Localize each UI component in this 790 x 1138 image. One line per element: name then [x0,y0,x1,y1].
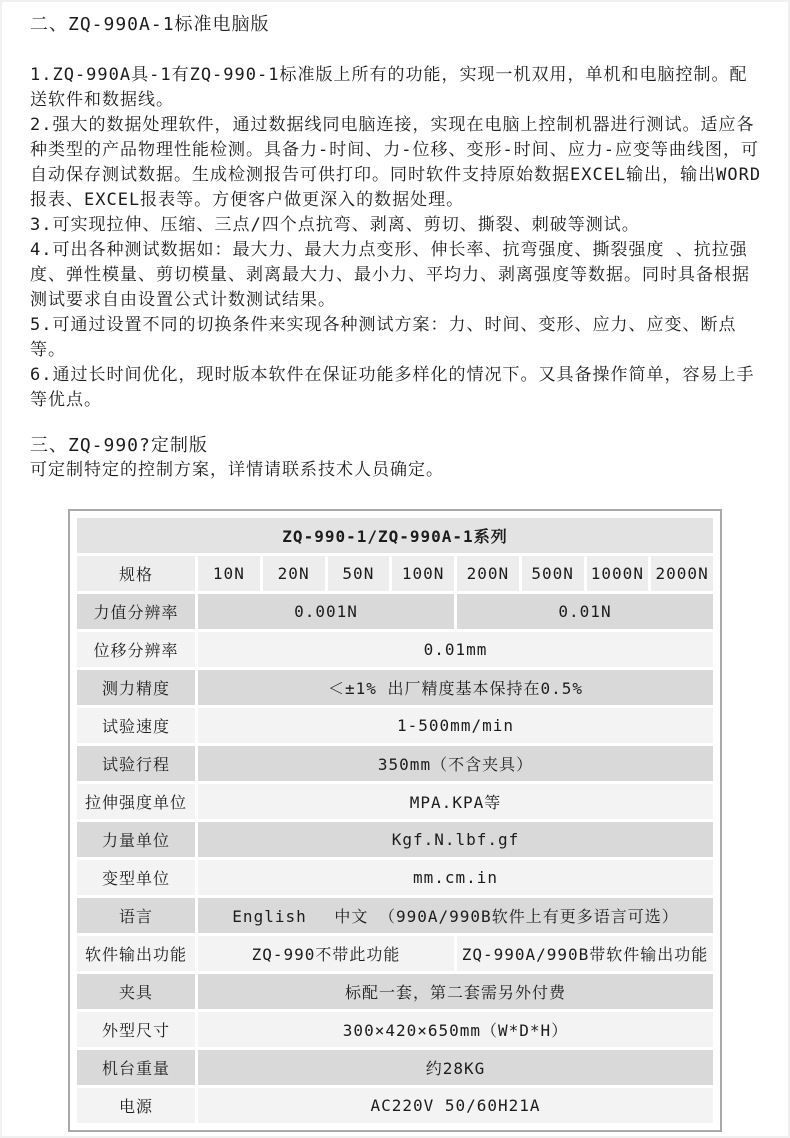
spec-value-cell: 20N [263,556,325,591]
row-label: 软件输出功能 [77,936,195,971]
table-row [77,556,713,591]
spec-value-cell: mm.cm.in [198,860,713,895]
table-row [77,860,713,895]
spec-value-cell: 0.01N [457,594,713,629]
spec-value-cell: Kgf.N.lbf.gf [198,822,713,857]
table-title: ZQ-990-1/ZQ-990A-1系列 [77,518,713,553]
spec-value-cell: 0.01mm [198,632,713,667]
table-row [77,594,713,629]
row-label: 电源 [77,1088,195,1123]
table-row [77,1012,713,1047]
spec-value-cell: 300×420×650mm（W*D*H） [198,1012,713,1047]
row-label: 力值分辨率 [77,594,195,629]
section2-heading: 三、ZQ-990?定制版 [30,435,208,456]
spec-value-cell: 1-500mm/min [198,708,713,743]
spec-value-cell: 200N [457,556,519,591]
feature-paragraph-6: 6.通过长时间优化，现时版本软件在保证功能多样化的情况下。又具备操作简单，容易上手等优点。 [30,365,755,410]
spec-value-cell: 标配一套，第二套需另外付费 [198,974,713,1009]
row-label: 试验速度 [77,708,195,743]
table-row [77,822,713,857]
table-row [77,974,713,1009]
feature-paragraph-2: 2.强大的数据处理软件，通过数据线同电脑连接，实现在电脑上控制机器进行测试。适应各种类型的产品物理性能检测。具备力-时间、力-位移、变形-时间、应力-应变等曲线图，可自动保存测试数据。生成检测报告可供打印。同时软件支持原始数据EXCEL输出，输出WORD报表、EXCEL报表等。方便客户做更深入的数据处理。 [30,115,762,210]
feature-paragraph-5: 5.可通过设置不同的切换条件来实现各种测试方案：力、时间、变形、应力、应变、断点等。 [30,315,737,360]
row-label: 语言 [77,898,195,933]
spec-value-cell: 约28KG [198,1050,713,1085]
spec-value-cell: 0.001N [198,594,454,629]
feature-paragraph-1: 1.ZQ-990A具-1有ZQ-990-1标准版上所有的功能，实现一机双用，单机和电脑控制。配送软件和数据线。 [30,65,748,110]
table-row [77,708,713,743]
spec-value-cell: MPA.KPA等 [198,784,713,819]
section2-body [30,458,762,483]
row-label: 外型尺寸 [77,1012,195,1047]
spec-value-cell: 50N [328,556,390,591]
spec-value-cell: 350mm（不含夹具） [198,746,713,781]
row-label: 夹具 [77,974,195,1009]
row-label: 规格 [77,556,195,591]
table-title-row [77,518,713,553]
row-label: 变型单位 [77,860,195,895]
section1-body [30,63,762,413]
row-label: 力量单位 [77,822,195,857]
row-label: 位移分辨率 [77,632,195,667]
section1-heading: 二、ZQ-990A-1标准电脑版 [30,14,270,35]
spec-value-cell: ZQ-990A/990B带软件输出功能 [457,936,713,971]
spec-value-cell: 10N [198,556,260,591]
table-row [77,632,713,667]
spec-value-cell: 500N [522,556,584,591]
spec-value-cell: 100N [392,556,454,591]
table-row [77,936,713,971]
spec-table-body [77,518,713,1123]
spec-value-cell: ZQ-990不带此功能 [198,936,454,971]
spec-value-cell: 2000N [651,556,713,591]
row-label: 测力精度 [77,670,195,705]
row-label: 拉伸强度单位 [77,784,195,819]
spec-table-grid [74,515,716,1126]
row-label: 机台重量 [77,1050,195,1085]
table-row [77,784,713,819]
row-label: 试验行程 [77,746,195,781]
spec-value-cell: English 中文 （990A/990B软件上有更多语言可选） [198,898,713,933]
table-row [77,746,713,781]
feature-paragraph-4: 4.可出各种测试数据如：最大力、最大力点变形、伸长率、抗弯强度、撕裂强度 、抗拉强度、弹性模量、剪切模量、剥离最大力、最小力、平均力、剥离强度等数据。同时具备根据测试要求自由设置公式计数测试结果。 [30,240,750,310]
table-row [77,1088,713,1123]
custom-version-paragraph: 可定制特定的控制方案，详情请联系技术人员确定。 [30,460,444,480]
spec-value-cell: 1000N [587,556,649,591]
feature-paragraph-3: 3.可实现拉伸、压缩、三点/四个点抗弯、剥离、剪切、撕裂、刺破等测试。 [30,215,640,235]
table-row [77,670,713,705]
spec-table [68,509,722,1132]
table-row [77,1050,713,1085]
spec-value-cell: ＜±1% 出厂精度基本保持在0.5% [198,670,713,705]
section-custom-version [30,433,762,483]
section-standard-pc-version [30,12,762,413]
spec-value-cell: AC220V 50/60H21A [198,1088,713,1123]
table-row [77,898,713,933]
